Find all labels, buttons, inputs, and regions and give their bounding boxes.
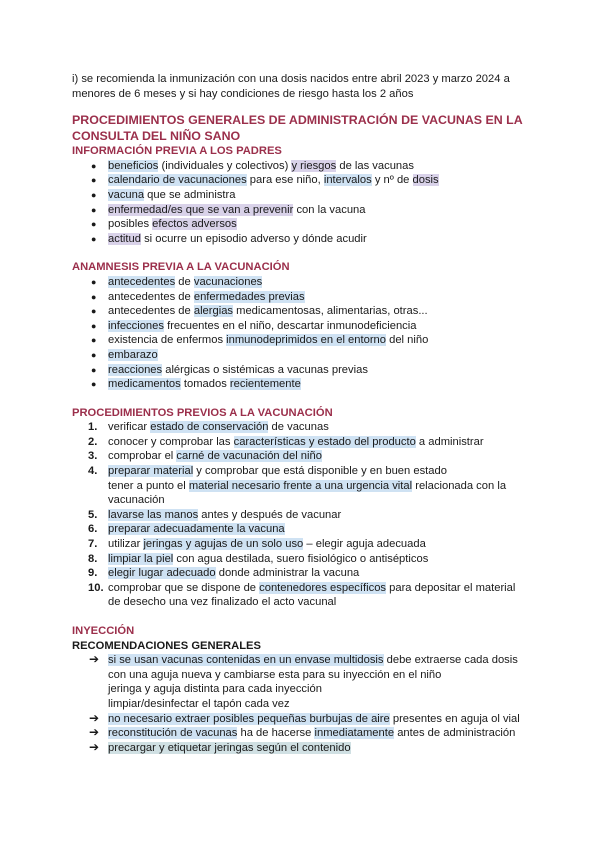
item-text: y comprobar que está disponible y en buen estado [193, 465, 447, 478]
list-item [72, 522, 532, 537]
continuation-line [72, 595, 532, 610]
bullet-icon: ● [91, 320, 97, 331]
bullet-icon: ● [91, 364, 97, 375]
highlight-text: antecedentes [108, 275, 176, 288]
item-text: conocer y comprobar las [108, 435, 234, 448]
highlight-text: enfermedades previas [193, 290, 305, 303]
list-item [72, 741, 532, 756]
list-item [72, 552, 532, 567]
item-text: presentes en aguja ol vial [389, 712, 520, 725]
item-text: alérgicas o sistémicas a vacunas previas [162, 363, 368, 376]
item-text: de desecho una vez finalizado el acto vacunal [108, 596, 337, 609]
item-number: 4. [88, 465, 98, 478]
item-text: verificar [108, 421, 151, 434]
item-text: debe extraerse cada dosis [383, 654, 518, 667]
item-text: si ocurre un episodio adverso y dónde acudir [140, 232, 367, 245]
item-text: vacunación [108, 494, 165, 507]
highlight-text: efectos adversos [152, 218, 237, 231]
list-item [72, 348, 532, 363]
spacer [72, 246, 532, 260]
list-item [72, 653, 532, 668]
list-item [72, 712, 532, 727]
item-number: 8. [88, 552, 98, 565]
highlight-text: jeringas y agujas de un solo uso [143, 538, 304, 551]
highlight-text: elegir lugar adecuado [108, 567, 216, 580]
bullet-icon: ● [91, 219, 97, 230]
anamnesis-heading: ANAMNESIS PREVIA A LA VACUNACIÓN [72, 261, 290, 274]
list-item [72, 464, 532, 479]
arrow-right-icon: ➔ [89, 652, 100, 667]
item-text: de las vacunas [336, 159, 414, 172]
list-item [72, 275, 532, 290]
item-number: 3. [88, 450, 98, 463]
bullet-icon: ● [91, 335, 97, 346]
item-text: con una aguja nueva y cambiarse esta para su inyección en el niño [108, 668, 442, 681]
bullet-icon: ● [91, 306, 97, 317]
item-text: jeringa y aguja distinta para cada inyección [108, 683, 322, 696]
list-item [72, 217, 532, 232]
main-title [72, 113, 532, 144]
highlight-text: si se usan vacunas contenidas en un envase multidosis [108, 654, 384, 667]
list-item [72, 420, 532, 435]
list-item [72, 566, 532, 581]
highlight-text: carné de vacunación del niño [176, 450, 322, 463]
item-text: donde administrar la vacuna [215, 567, 360, 580]
list-item [72, 333, 532, 348]
bullet-icon: ● [91, 291, 97, 302]
bullet-icon: ● [91, 189, 97, 200]
highlight-text: medicamentos [108, 378, 181, 391]
item-number: 10. [88, 581, 104, 594]
highlight-text: precargar y etiquetar jeringas según el contenido [108, 741, 351, 754]
item-text: relacionada con la [412, 479, 507, 492]
continuation-line [72, 493, 532, 508]
item-text: con la vacuna [293, 203, 366, 216]
highlight-text: preparar material [108, 465, 194, 478]
highlight-text: inmunodeprimidos en el entorno [226, 334, 386, 347]
highlight-text: reconstitución de vacunas [108, 727, 238, 740]
item-text: de [175, 275, 194, 288]
list-item [72, 203, 532, 218]
inyeccion-list-cont [72, 712, 532, 756]
highlight-text: contenedores específicos [259, 581, 387, 594]
document-page [72, 72, 532, 755]
list-item [72, 173, 532, 188]
bullet-icon: ● [91, 276, 97, 287]
item-text: comprobar que se dispone de [108, 581, 260, 594]
item-text: existencia de enfermos [108, 334, 227, 347]
list-item [72, 232, 532, 247]
list-item [72, 159, 532, 174]
anamnesis-list [72, 275, 532, 392]
info-list [72, 159, 532, 247]
item-text: frecuentes en el niño, descartar inmunodeficiencia [163, 319, 417, 332]
bullet-icon: ● [91, 204, 97, 215]
procedimientos-list-cont [72, 508, 532, 596]
item-text: del niño [386, 334, 429, 347]
info-heading: INFORMACIÓN PREVIA A LOS PADRES [72, 145, 282, 158]
recomendaciones-heading: RECOMENDACIONES GENERALES [72, 639, 261, 652]
highlight-text: preparar adecuadamente la vacuna [108, 523, 285, 536]
item-text: medicamentosas, alimentarias, otras... [233, 305, 428, 318]
list-item [72, 726, 532, 741]
item-text: tomados [180, 378, 230, 391]
highlight-text: limpiar la piel [108, 552, 174, 565]
spacer [72, 392, 532, 406]
highlight-text: enfermedad/es que se van a prevenir [108, 203, 294, 216]
list-item [72, 508, 532, 523]
highlight-text: actitud [108, 232, 141, 245]
item-number: 6. [88, 523, 98, 536]
highlight-text: vacuna [108, 188, 145, 201]
bullet-icon: ● [91, 379, 97, 390]
highlight-text: inmediatamente [314, 727, 395, 740]
item-number: 9. [88, 567, 98, 580]
item-number: 7. [88, 538, 98, 551]
list-item [72, 188, 532, 203]
list-item [72, 449, 532, 464]
item-text: a administrar [415, 435, 484, 448]
list-item [72, 304, 532, 319]
highlight-text: infecciones [108, 319, 164, 332]
list-item [72, 319, 532, 334]
inyeccion-list [72, 653, 532, 668]
highlight-text: alergias [193, 305, 234, 318]
item-text: posibles [108, 218, 153, 231]
item-text: antes de administración [394, 727, 516, 740]
item-number: 2. [88, 435, 98, 448]
highlight-text: recientemente [229, 378, 301, 391]
item-text: y nº de [371, 174, 413, 187]
item-text: para depositar el material [386, 581, 516, 594]
item-text: comprobar el [108, 450, 177, 463]
list-item [72, 363, 532, 378]
arrow-right-icon: ➔ [89, 710, 100, 725]
list-item [72, 377, 532, 392]
item-text: para ese niño, [246, 174, 324, 187]
highlight-text: lavarse las manos [108, 508, 199, 521]
procedimientos-list [72, 420, 532, 478]
highlight-text: dosis [412, 174, 439, 187]
bullet-icon: ● [91, 160, 97, 171]
highlight-text: beneficios [108, 159, 159, 172]
procedimientos-heading: PROCEDIMIENTOS PREVIOS A LA VACUNACIÓN [72, 406, 333, 419]
intro-line: menores de 6 meses y si hay condiciones de riesgo hasta los 2 años [72, 87, 414, 100]
list-item [72, 537, 532, 552]
highlight-text: no necesario extraer posibles pequeñas burbujas de aire [108, 712, 390, 725]
bullet-icon: ● [91, 233, 97, 244]
item-number: 5. [88, 508, 98, 521]
title-line: CONSULTA DEL NIÑO SANO [72, 128, 241, 143]
intro-paragraph [72, 72, 532, 101]
continuation-line [72, 479, 532, 494]
inyeccion-heading: INYECCIÓN [72, 625, 135, 637]
item-text: con agua destilada, suero fisiológico o antisépticos [173, 552, 429, 565]
highlight-text: reacciones [108, 363, 163, 376]
spacer [72, 610, 532, 624]
item-text: (individuales y colectivos) [158, 159, 292, 172]
item-text: antecedentes de [108, 305, 194, 318]
highlight-text: calendario de vacunaciones [108, 174, 247, 187]
continuation-line [72, 668, 532, 683]
bullet-icon: ● [91, 349, 97, 360]
continuation-line [72, 682, 532, 697]
item-text: limpiar/desinfectar el tapón cada vez [108, 697, 290, 710]
list-item [72, 290, 532, 305]
arrow-right-icon: ➔ [89, 739, 100, 754]
item-text: utilizar [108, 538, 144, 551]
highlight-text: vacunaciones [193, 275, 263, 288]
bullet-icon: ● [91, 175, 97, 186]
item-text: de vacunas [268, 421, 329, 434]
highlight-text: material necesario frente a una urgencia vital [188, 479, 413, 492]
highlight-text: estado de conservación [150, 421, 269, 434]
intro-line: i) se recomienda la inmunización con una dosis nacidos entre abril 2023 y marzo 2024 a [72, 73, 510, 85]
list-item [72, 581, 532, 596]
highlight-text: y riesgos [291, 159, 337, 172]
item-text: antes y después de vacunar [198, 508, 342, 521]
item-text: ha de hacerse [237, 727, 315, 740]
continuation-line [72, 697, 532, 712]
highlight-text: embarazo [108, 348, 158, 361]
item-text: tener a punto el [108, 479, 189, 492]
item-text: antecedentes [108, 290, 176, 303]
list-item [72, 435, 532, 450]
item-text: de [175, 290, 194, 303]
highlight-text: intervalos [323, 174, 372, 187]
arrow-right-icon: ➔ [89, 725, 100, 740]
highlight-text: características y estado del producto [233, 435, 416, 448]
title-line: PROCEDIMIENTOS GENERALES DE ADMINISTRACIÓN DE VACUNAS EN LA [72, 113, 523, 128]
item-number: 1. [88, 421, 98, 434]
item-text: – elegir aguja adecuada [303, 538, 426, 551]
item-text: que se administra [144, 188, 236, 201]
